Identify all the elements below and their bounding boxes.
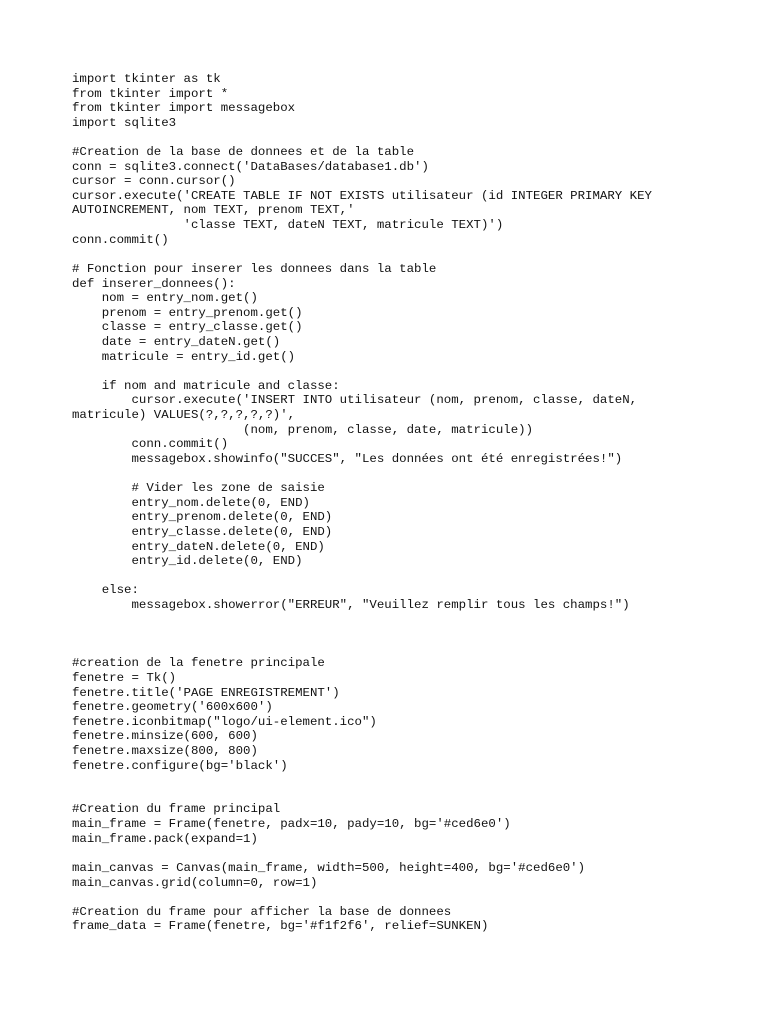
code-listing: [72, 72, 712, 934]
code-line: [72, 466, 712, 481]
code-line: fenetre.minsize(600, 600): [72, 729, 258, 744]
code-line: matricule) VALUES(?,?,?,?,?)',: [72, 408, 296, 423]
code-line: entry_id.delete(0, END): [72, 554, 303, 569]
code-line: #Creation du frame principal: [72, 802, 281, 817]
code-line: classe = entry_classe.get(): [72, 320, 303, 335]
code-line: cursor = conn.cursor(): [72, 174, 236, 189]
code-line: [72, 642, 712, 657]
code-line: import sqlite3: [72, 115, 177, 130]
code-line: date = entry_dateN.get(): [72, 334, 281, 349]
code-line: entry_classe.delete(0, END): [72, 524, 333, 539]
code-line: main_canvas.grid(column=0, row=1): [72, 875, 318, 890]
code-line: fenetre = Tk(): [72, 670, 177, 685]
code-line: else:: [72, 583, 139, 598]
code-line: [72, 846, 712, 861]
code-line: (nom, prenom, classe, date, matricule)): [72, 422, 534, 437]
code-line: 'classe TEXT, dateN TEXT, matricule TEXT)'): [72, 218, 504, 233]
code-line: fenetre.title('PAGE ENREGISTREMENT'): [72, 685, 340, 700]
code-line: # Vider les zone de saisie: [72, 481, 325, 496]
code-line: fenetre.geometry('600x600'): [72, 700, 273, 715]
code-line: fenetre.iconbitmap("logo/ui-element.ico"): [72, 714, 377, 729]
code-line: entry_prenom.delete(0, END): [72, 510, 333, 525]
code-line: [72, 569, 712, 584]
code-line: #Creation du frame pour afficher la base de donnees: [72, 904, 452, 919]
code-line: main_frame = Frame(fenetre, padx=10, pady=10, bg='#ced6e0'): [72, 817, 511, 832]
code-line: [72, 364, 712, 379]
code-line: [72, 773, 712, 788]
code-line: conn = sqlite3.connect('DataBases/database1.db'): [72, 159, 429, 174]
code-line: fenetre.configure(bg='black'): [72, 758, 288, 773]
code-line: from tkinter import messagebox: [72, 101, 296, 116]
code-line: prenom = entry_prenom.get(): [72, 305, 303, 320]
code-line: main_frame.pack(expand=1): [72, 831, 258, 846]
code-line: def inserer_donnees():: [72, 276, 236, 291]
code-line: entry_dateN.delete(0, END): [72, 539, 325, 554]
code-line: AUTOINCREMENT, nom TEXT, prenom TEXT,': [72, 203, 355, 218]
code-line: conn.commit(): [72, 232, 169, 247]
code-line: entry_nom.delete(0, END): [72, 495, 310, 510]
code-line: #Creation de la base de donnees et de la table: [72, 145, 415, 160]
code-line: messagebox.showinfo("SUCCES", "Les données ont été enregistrées!"): [72, 451, 623, 466]
code-line: #creation de la fenetre principale: [72, 656, 325, 671]
code-line: [72, 627, 712, 642]
code-line: [72, 788, 712, 803]
code-line: frame_data = Frame(fenetre, bg='#f1f2f6', relief=SUNKEN): [72, 919, 489, 934]
code-line: matricule = entry_id.get(): [72, 349, 296, 364]
code-line: cursor.execute('CREATE TABLE IF NOT EXISTS utilisateur (id INTEGER PRIMARY KEY: [72, 188, 652, 203]
code-line: nom = entry_nom.get(): [72, 291, 258, 306]
code-line: cursor.execute('INSERT INTO utilisateur (nom, prenom, classe, dateN,: [72, 393, 638, 408]
code-line: from tkinter import *: [72, 86, 229, 101]
code-line: [72, 247, 712, 262]
code-line: messagebox.showerror("ERREUR", "Veuillez remplir tous les champs!"): [72, 597, 630, 612]
code-line: import tkinter as tk: [72, 72, 221, 86]
code-line: [72, 130, 712, 145]
code-line: conn.commit(): [72, 437, 229, 452]
code-line: main_canvas = Canvas(main_frame, width=500, height=400, bg='#ced6e0'): [72, 860, 586, 875]
code-line: fenetre.maxsize(800, 800): [72, 744, 258, 759]
code-line: [72, 613, 712, 628]
code-line: # Fonction pour inserer les donnees dans la table: [72, 261, 437, 276]
code-line: [72, 890, 712, 905]
code-line: if nom and matricule and classe:: [72, 378, 340, 393]
